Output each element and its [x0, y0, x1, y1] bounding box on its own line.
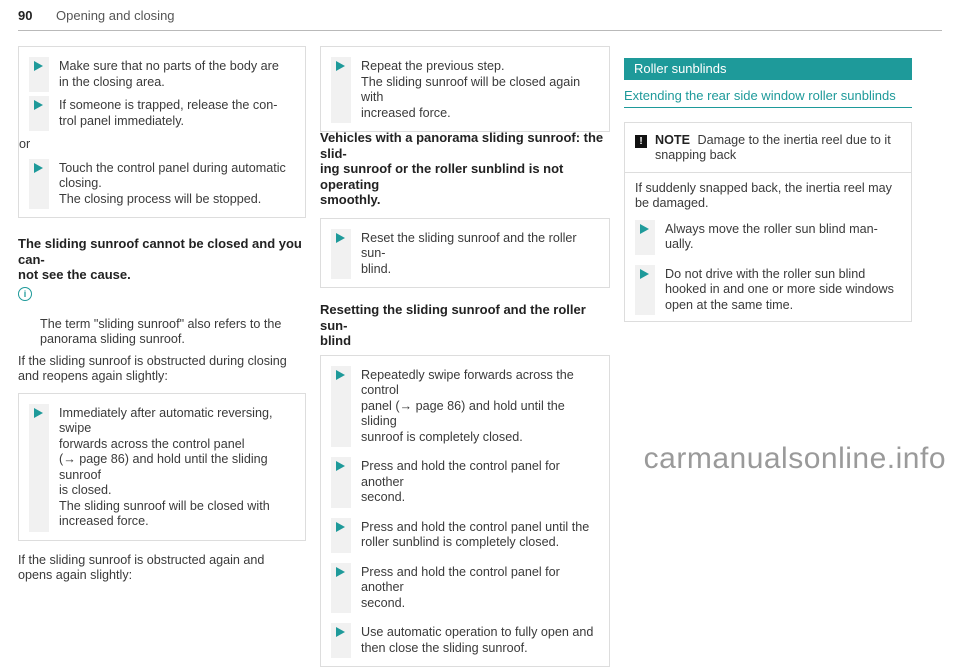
triangle-arrow-icon	[640, 224, 649, 234]
or-text: or	[19, 137, 295, 153]
instruction-box	[18, 393, 306, 541]
note-box	[624, 122, 912, 323]
instruction-box	[320, 355, 610, 667]
info-circle-icon: i	[18, 287, 32, 301]
triangle-arrow-icon	[34, 408, 43, 418]
note-paragraph: If suddenly snapped back, the inertia reel may be damaged.	[635, 181, 901, 212]
triangle-arrow-icon	[640, 269, 649, 279]
triangle-arrow-icon	[34, 61, 43, 71]
column-3	[624, 58, 912, 322]
page-header	[18, 8, 942, 32]
exclamation-icon: !	[635, 135, 647, 148]
triangle-arrow-icon	[336, 522, 345, 532]
step-text: Reset the sliding sunroof and the roller sun- blind.	[361, 231, 599, 278]
step-text: Press and hold the control panel until the roller sunblind is completely closed.	[361, 520, 599, 551]
watermark: carmanualsonline.info	[644, 442, 946, 476]
step-text: Use automatic operation to fully open and then close the sliding sunroof.	[361, 625, 599, 656]
instruction-step	[331, 368, 599, 446]
instruction-step	[29, 161, 295, 208]
section-title-bar: Roller sunblinds	[624, 58, 912, 80]
chapter-title: Opening and closing	[56, 8, 175, 23]
instruction-box	[18, 46, 306, 218]
step-text: Press and hold the control panel for another second.	[361, 565, 599, 612]
instruction-step	[635, 267, 901, 314]
info-note	[18, 286, 306, 348]
triangle-arrow-icon	[34, 163, 43, 173]
triangle-arrow-icon	[336, 370, 345, 380]
note-header	[635, 133, 901, 164]
note-divider	[625, 172, 911, 173]
step-text: Touch the control panel during automatic closing. The closing process will be stopped.	[59, 161, 295, 208]
instruction-step	[331, 625, 599, 656]
step-text: Always move the roller sun blind man- ually.	[665, 222, 901, 253]
page-number: 90	[18, 8, 32, 23]
step-text: Do not drive with the roller sun blind hooked in and one or more side windows open at the same time.	[665, 267, 901, 314]
paragraph: If the sliding sunroof is obstructed again and opens again slightly:	[18, 553, 306, 584]
triangle-arrow-icon	[336, 61, 345, 71]
info-text: The term "sliding sunroof" also refers to the panorama sliding sunroof.	[40, 317, 281, 347]
instruction-step	[635, 222, 901, 253]
step-text: Repeat the previous step. The sliding sunroof will be closed again with increased force.	[361, 59, 599, 121]
instruction-step	[331, 565, 599, 612]
triangle-arrow-icon	[336, 567, 345, 577]
note-text: Damage to the inertia reel due to it snapping back	[655, 133, 891, 163]
triangle-arrow-icon	[336, 461, 345, 471]
step-text: If someone is trapped, release the con- trol panel immediately.	[59, 98, 295, 129]
triangle-arrow-icon	[336, 233, 345, 243]
step-text: Press and hold the control panel for another second.	[361, 459, 599, 506]
column-1	[18, 46, 306, 592]
paragraph: If the sliding sunroof is obstructed during closing and reopens again slightly:	[18, 354, 306, 385]
instruction-step	[29, 59, 295, 90]
step-text: Immediately after automatic reversing, swipe forwards across the control panel (→ page 86) and hold until the sliding sunroof is closed. The sliding sunroof will be closed with increased force.	[59, 406, 295, 530]
triangle-arrow-icon	[336, 627, 345, 637]
note-label: NOTE	[655, 133, 690, 147]
header-divider	[18, 30, 942, 31]
column-2	[320, 46, 610, 667]
instruction-box	[320, 46, 610, 132]
instruction-step	[29, 406, 295, 530]
step-text: Make sure that no parts of the body are in the closing area.	[59, 59, 295, 90]
subsection-title: Extending the rear side window roller sunblinds	[624, 88, 912, 108]
section-heading: Vehicles with a panorama sliding sunroof: the slid- ing sunroof or the roller sunblind is not operating smoothly.	[320, 130, 610, 208]
section-heading: Resetting the sliding sunroof and the roller sun- blind	[320, 302, 610, 349]
instruction-box	[320, 218, 610, 289]
instruction-step	[331, 520, 599, 551]
section-heading: The sliding sunroof cannot be closed and you can- not see the cause.	[18, 236, 306, 283]
triangle-arrow-icon	[34, 100, 43, 110]
instruction-step	[331, 59, 599, 121]
instruction-step	[29, 98, 295, 129]
instruction-step	[331, 231, 599, 278]
step-text: Repeatedly swipe forwards across the control panel (→ page 86) and hold until the sliding sunroof is completely closed.	[361, 368, 599, 446]
instruction-step	[331, 459, 599, 506]
